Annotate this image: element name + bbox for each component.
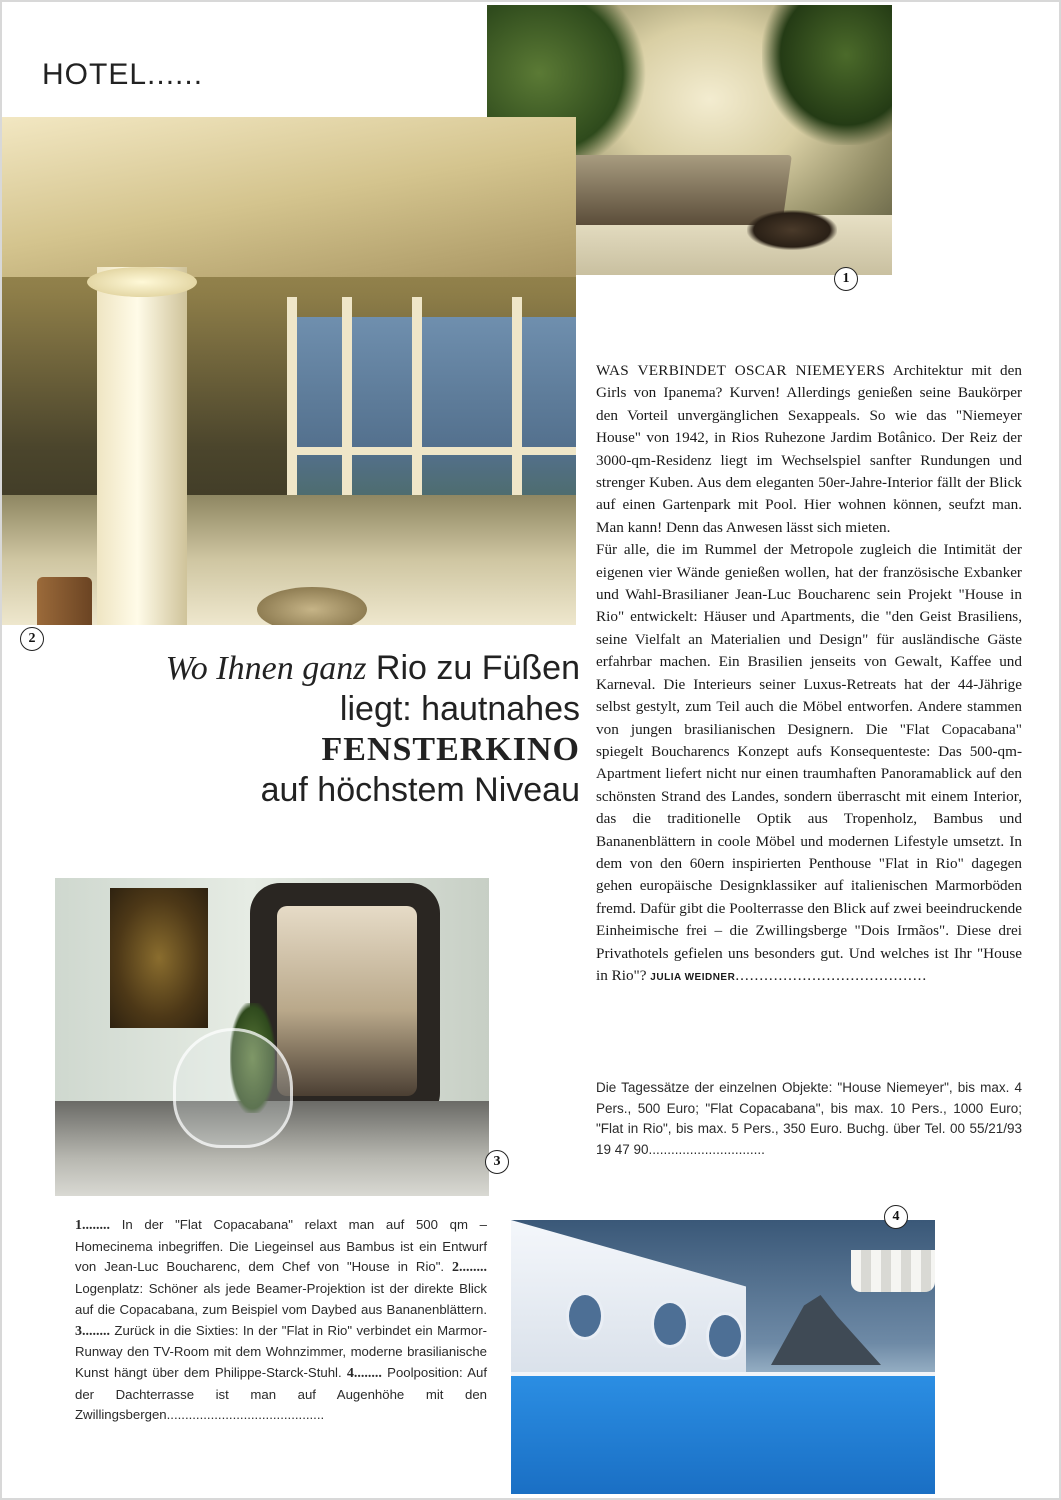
article-paragraph-2-text: Für alle, die im Rummel der Metropole zugleich die Intimität der eigenen vier Wände genießen wollen, hat der französische Exbanker und Wahl-Brasilianer Jean-Luc Boucharenc sein Projekt "House in Rio" entwickelt: Häuser und Apartments, die "den Geist Brasiliens, seine Vielfalt an Materialien und Design" für ausländische Gäste erfahrbar machen. Ein Brasilien jenseits von Gewalt, Kaffee und Karneval. Die Interieurs seiner Luxus-Retreats hat der 44-Jährige selbst gestylt, zum Teil auch die Möbel entworfen. Andere stammen von jungen brasilianischen Designern. Die "Flat Copacabana" spiegelt Boucharencs Konzept aufs Konsequenteste: Das 500-qm-Apartment liefert nicht nur einen traumhaften Panoramablick auf den schönsten Strand des Landes, sondern überrascht mit einem Interior, das die traditionelle Optik aus Tropenholz, Bambus und Bananenblättern in coole Möbel und modernen Lifestyle umsetzt. In dem von den 60ern inspirierten Penthouse "Flat in Rio" dagegen gehen europäische Designklassiker auf italienischen Marmorböden fremd. Dafür gibt die Poolterrasse den Blick auf zwei beeindruckende Einheimische frei – die Zwillingsberge "Dois Irmãos". Diese drei Privathotels gefielen uns besonders gut. Und welches ist Ihr "House in Rio"?: [596, 541, 1022, 984]
photo-number-2: 2: [20, 627, 44, 651]
caption-number-1: 1........: [75, 1218, 110, 1233]
caption-text-1: In der "Flat Copacabana" relaxt man auf 500 qm – Homecinema inbegriffen. Die Liegeinsel aus Bambus ist ein Entwurf von Jean-Luc Boucharenc, dem Chef von "House in Rio".: [75, 1217, 487, 1275]
photo-starck-chair: [173, 1028, 293, 1148]
headline-line-3: auf höchstem Niveau: [260, 771, 580, 809]
article-body: [596, 360, 1022, 989]
headline-line-1: [80, 648, 580, 689]
photo-white-column: [97, 267, 187, 625]
headline-italic: Wo Ihnen ganz: [165, 650, 367, 687]
headline: [80, 648, 580, 810]
photo-porthole-window: [651, 1300, 689, 1348]
photo-plant-right: [762, 5, 892, 145]
article-lead-in: WAS VERBINDET OSCAR NIEMEYERS: [596, 362, 886, 379]
photo-porthole-window: [706, 1312, 744, 1360]
photo-brazilian-art: [110, 888, 208, 1028]
section-label: HOTEL......: [42, 58, 204, 91]
photo-rooftop-pool: [511, 1220, 935, 1494]
booking-info: Die Tagessätze der einzelnen Objekte: "House Niemeyer", bis max. 4 Pers., 500 Euro; "Flat Copacabana", bis max. 10 Pers., 1000 Euro; "Flat in Rio", bis max. 5 Pers., 350 Euro. Buchg. über Tel. 00 55/21/93 19 47 90...............................: [596, 1080, 1022, 1157]
photo-pool-water: [511, 1376, 935, 1494]
headline-line-2-start: liegt: hautnahes: [339, 690, 580, 728]
photo-tv-room: [277, 906, 417, 1096]
photo-terrace-wall: [511, 1220, 746, 1395]
headline-line-1-rest: Rio zu Füßen: [366, 649, 580, 687]
article-author: JULIA WEIDNER: [650, 971, 736, 983]
caption-number-2: 2........: [452, 1260, 487, 1276]
headline-caps: FENSTERKINO: [321, 731, 580, 768]
caption-text-4: Poolposition: Auf der Dachterrasse ist man auf Augenhöhe mit den Zwillingsbergen...........................................: [75, 1364, 487, 1423]
photo-number-4: 4: [884, 1205, 908, 1229]
photo-marble-runway: [55, 878, 489, 1196]
photo-awning: [851, 1250, 935, 1292]
photo-number-3: 3: [485, 1150, 509, 1174]
photo-window-transom: [287, 447, 576, 455]
caption-number-4: 4........: [346, 1365, 382, 1381]
article-paragraph-1-text: Architektur mit den Girls von Ipanema? Kurven! Allerdings genießen seine Baukörper den Vorteil unvergänglichen Sexappeals. So wie das "Niemeyer House" von 1942, in Rios Ruhezone Jardim Botânico. Der Reiz der 3000-qm-Residenz liegt im Wechselspiel sanfter Rundungen und strenger Kuben. Aus dem eleganten 50er-Jahre-Interior fällt der Blick auf einen Gartenpark mit Pool. Hier wohnen können, seufzt man. Man kann! Denn das Anwesen lässt sich mieten.: [596, 362, 1022, 536]
caption-text-2: Logenplatz: Schöner als jede Beamer-Projektion ist der direkte Blick auf die Copacabana, zum Beispiel vom Daybed aus Bananenblättern.: [75, 1281, 487, 1317]
photo-number-1: 1: [834, 267, 858, 291]
photo-pouf: [257, 587, 367, 625]
photo-hide-rug: [747, 210, 837, 250]
photo-porthole-window: [566, 1292, 604, 1340]
headline-line-2: [80, 689, 580, 770]
photo-dois-irmaos-mountain: [771, 1295, 881, 1365]
article-paragraph-1: [596, 360, 1022, 539]
article-paragraph-2: [596, 539, 1022, 989]
photo-captions: [75, 1215, 487, 1426]
photo-panorama-living-room: [2, 117, 576, 625]
photo-column-light: [87, 267, 197, 297]
article-author-dots: ........................................: [735, 966, 928, 984]
caption-number-3: 3........: [75, 1323, 110, 1339]
photo-wooden-stool: [37, 577, 92, 625]
photo-ceiling: [2, 117, 576, 277]
caption-text-3: Zurück in die Sixties: In der "Flat in Rio" verbindet ein Marmor-Runway den TV-Room mit dem Wohnzimmer, moderne brasilianische Kunst hängt über dem Philippe-Starck-Stuhl.: [75, 1322, 487, 1380]
